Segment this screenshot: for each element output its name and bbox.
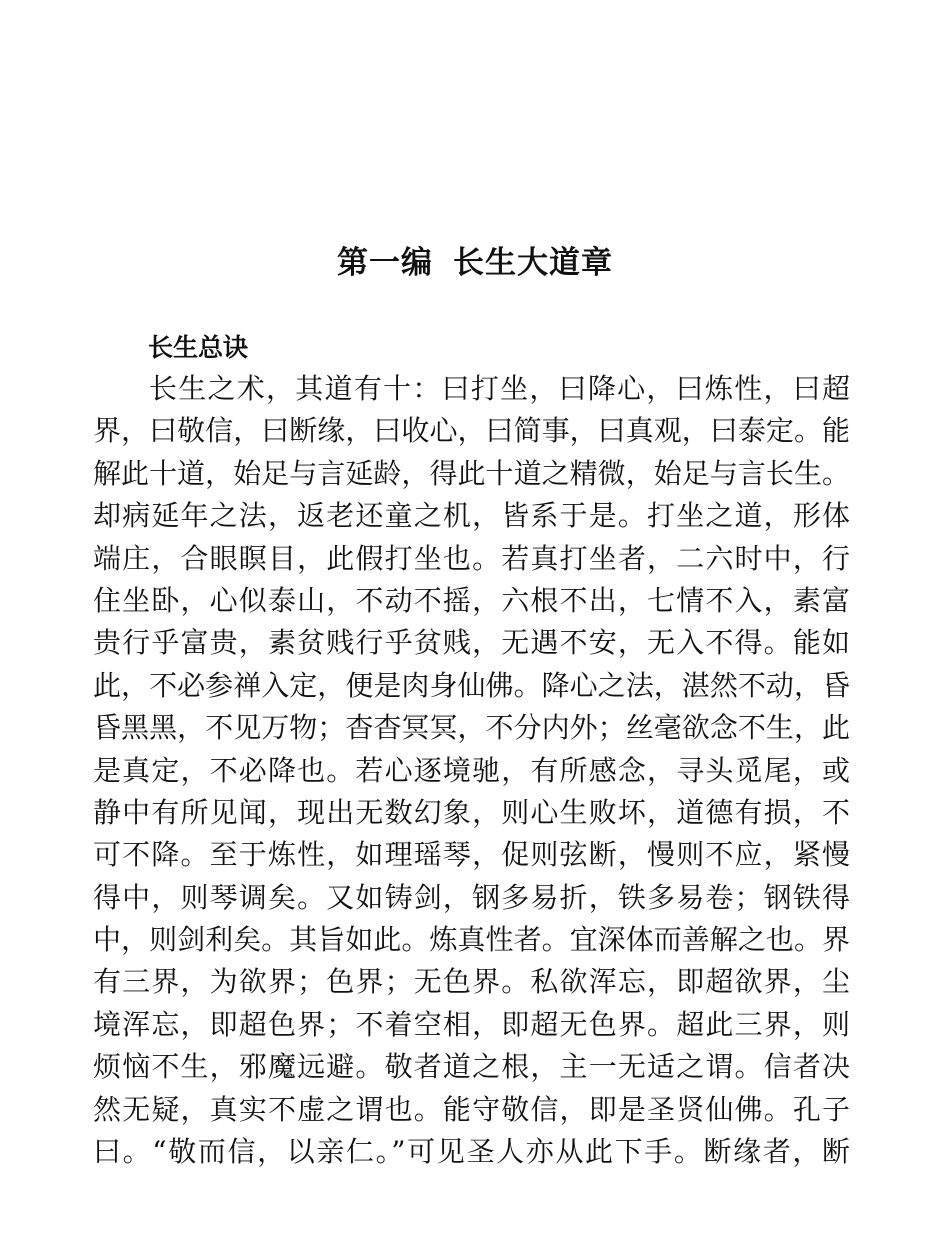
text-line: 昏黑黑，不见万物；杳杳冥冥，不分内外；丝毫欲念不生，此 [93, 711, 850, 745]
text-line: 长生之术，其道有十：曰打坐，曰降心，曰炼性，曰超 [149, 372, 850, 405]
text-line: 有三界，为欲界；色界；无色界。私欲浑忘，即超欲界，尘 [93, 965, 850, 999]
chapter-title [0, 240, 950, 286]
text-line: 却病延年之法，返老还童之机，皆系于是。打坐之道，形体 [93, 499, 850, 533]
text-line: 中，则剑利矣。其旨如此。炼真性者。宜深体而善解之也。界 [93, 923, 850, 957]
chapter-name: 长生大道章 [453, 245, 613, 281]
text-line: 境浑忘，即超色界；不着空相，即超无色界。超此三界，则 [93, 1007, 850, 1041]
text-line: 然无疑，真实不虚之谓也。能守敬信，即是圣贤仙佛。孔子 [93, 1092, 850, 1126]
text-line: 得中，则琴调矣。又如铸剑，钢多易折，铁多易卷；钢铁得 [93, 880, 850, 914]
body-paragraph [93, 368, 850, 1173]
text-line: 烦恼不生，邪魔远避。敬者道之根，主一无适之谓。信者决 [93, 1050, 850, 1084]
text-line: 此，不必参禅入定，便是肉身仙佛。降心之法，湛然不动，昏 [93, 668, 850, 702]
text-line: 是真定，不必降也。若心逐境驰，有所感念，寻头觅尾，或 [93, 753, 850, 787]
chapter-number: 第一编 [337, 245, 433, 281]
section-heading: 长生总诀 [148, 333, 249, 362]
text-line: 曰。“敬而信，以亲仁。”可见圣人亦从此下手。断缘者，断 [93, 1135, 850, 1169]
text-line: 静中有所见闻，现出无数幻象，则心生败坏，道德有损，不 [93, 795, 850, 829]
text-line: 界，曰敬信，曰断缘，曰收心，曰简事，曰真观，曰泰定。能 [93, 414, 850, 448]
text-line: 贵行乎富贵，素贫贱行乎贫贱，无遇不安，无入不得。能如 [93, 626, 850, 660]
text-line: 端庄，合眼瞑目，此假打坐也。若真打坐者，二六时中，行 [93, 541, 850, 575]
text-line: 解此十道，始足与言延龄，得此十道之精微，始足与言长生。 [93, 456, 850, 490]
text-line: 住坐卧，心似泰山，不动不摇，六根不出，七情不入，素富 [93, 583, 850, 617]
text-line: 可不降。至于炼性，如理瑶琴，促则弦断，慢则不应，紧慢 [93, 838, 850, 872]
